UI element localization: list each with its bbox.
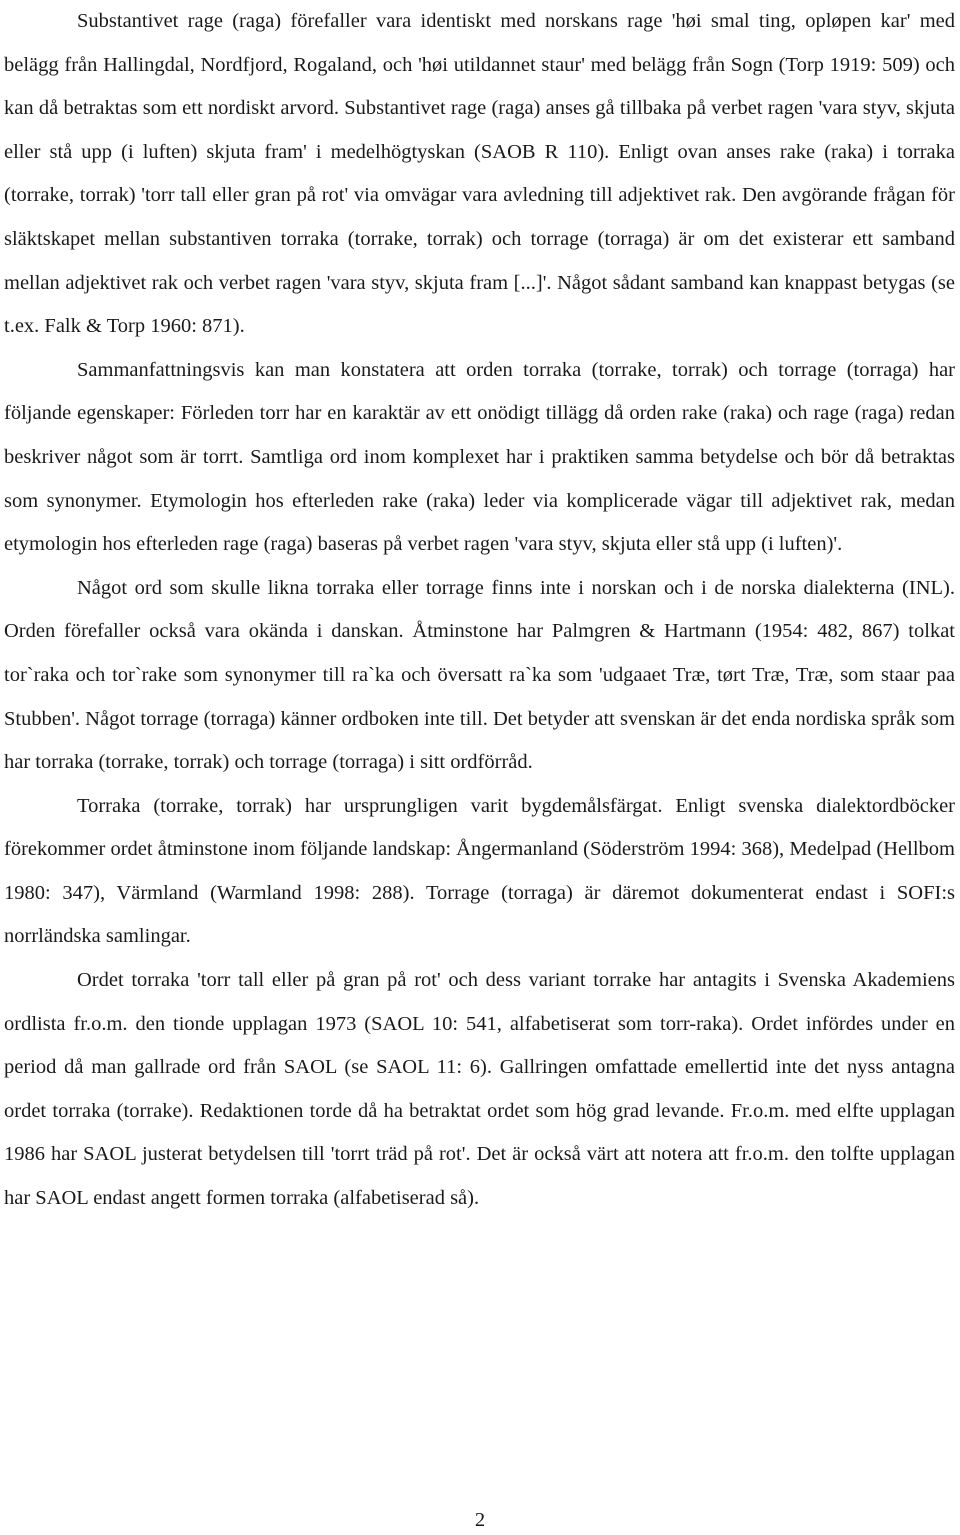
paragraph: Torraka (torrake, torrak) har ursprungligen varit bygdemålsfärgat. Enligt svenska dialektordböcker förekommer ordet åtminstone inom följande landskap: Ångermanland (Söderström 1994: 368), Medelpad (Hellbom 1980: 347), Värmland (Warmland 1998: 288). Torrage (torraga) är däremot dokumenterat endast i SOFI:s norrländska samlingar. <box>4 794 955 948</box>
document-body <box>4 0 955 1221</box>
page-number: 2 <box>474 1509 486 1531</box>
paragraph: Substantivet rage (raga) förefaller vara identiskt med norskans rage 'høi smal ting, opløpen kar' med belägg från Hallingdal, Nordfjord, Rogaland, och 'høi utildannet staur' med belägg från Sogn (Torp 1919: 509) och kan då betraktas som ett nordiskt arvord. Substantivet rage (raga) anses gå tillbaka på verbet ragen 'vara styv, skjuta eller stå upp (i luften) skjuta fram' i medelhögtyskan (SAOB R 110). Enligt ovan anses rake (raka) i torraka (torrake, torrak) 'torr tall eller gran på rot' via omvägar vara avledning till adjektivet rak. Den avgörande frågan för släktskapet mellan substantiven torraka (torrake, torrak) och torrage (torraga) är om det existerar ett samband mellan adjektivet rak och verbet ragen 'vara styv, skjuta fram [...]'. Något sådant samband kan knappast betygas (se t.ex. Falk & Torp 1960: 871). <box>4 10 955 338</box>
paragraph: Sammanfattningsvis kan man konstatera att orden torraka (torrake, torrak) och torrage (torraga) har följande egenskaper: Förleden torr har en karaktär av ett onödigt tillägg då orden rake (raka) och rage (raga) redan beskriver något som är torrt. Samtliga ord inom komplexet har i praktiken samma betydelse och bör då betraktas som synonymer. Etymologin hos efterleden rake (raka) leder via komplicerade vägar till adjektivet rak, medan etymologin hos efterleden rage (raga) baseras på verbet ragen 'vara styv, skjuta eller stå upp (i luften)'. <box>4 358 955 556</box>
paragraph: Något ord som skulle likna torraka eller torrage finns inte i norskan och i de norska dialekterna (INL). Orden förefaller också vara okända i danskan. Åtminstone har Palmgren & Hartmann (1954: 482, 867) tolkat tor`raka och tor`rake som synonymer till ra`ka och översatt ra`ka som 'udgaaet Træ, tørt Træ, Træ, som staar paa Stubben'. Något torrage (torraga) känner ordboken inte till. Det betyder att svenskan är det enda nordiska språk som har torraka (torrake, torrak) och torrage (torraga) i sitt ordförråd. <box>4 576 955 774</box>
paragraph: Ordet torraka 'torr tall eller på gran på rot' och dess variant torrake har antagits i Svenska Akademiens ordlista fr.o.m. den tionde upplagan 1973 (SAOL 10: 541, alfabetiserat som torr-raka). Ordet infördes under en period då man gallrade ord från SAOL (se SAOL 11: 6). Gallringen omfattade emellertid inte det nyss antagna ordet torraka (torrake). Redaktionen torde då ha betraktat ordet som hög grad levande. Fr.o.m. med elfte upplagan 1986 har SAOL justerat betydelsen till 'torrt träd på rot'. Det är också värt att notera att fr.o.m. den tolfte upplagan har SAOL endast angett formen torraka (alfabetiserad så). <box>4 969 955 1210</box>
